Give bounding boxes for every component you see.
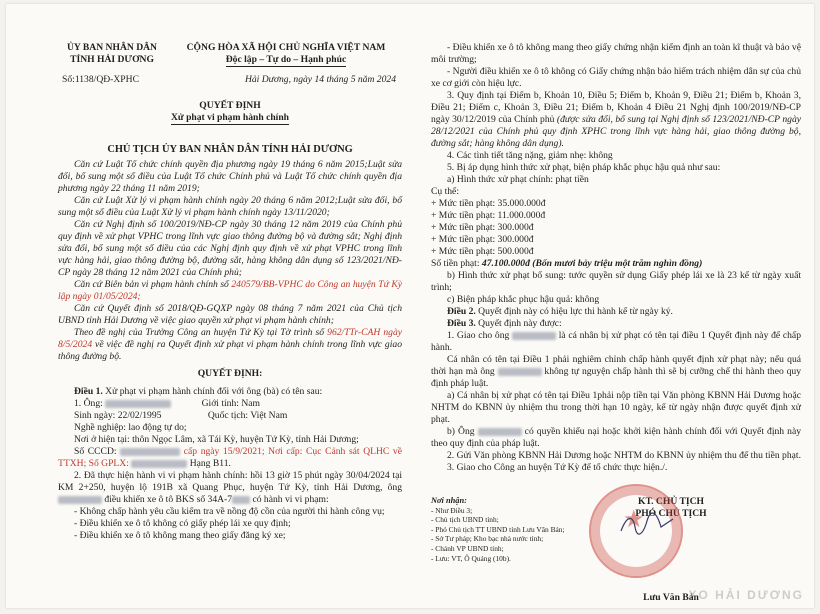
remedial-measure: c) Biện pháp khắc phục hậu quả: không <box>447 294 600 305</box>
main-penalty: a) Hình thức xử phạt chính: phạt tiền <box>447 174 589 185</box>
redacted-name-5 <box>478 428 522 436</box>
article-1: Điều 1. Xử phạt vi phạm hành chính đối với ông (bà) có tên sau: 1. Ông: Giới tính: Nam Sinh ngày: 22/02/1995 Quốc tịch: Việt Nam Nghề nghiệp: lao động tự do; Nơi ở hiện tại: thôn Ngọc Lâm, xã Tái Kỳ, huyện Tứ Kỳ, tỉnh Hải Dương; Số CCCD: cấp ngày 15/9/2021; Nơi cấp: Cục Cảnh sát QLHC về TTXH; Số GPLX: Hạng B11. 2. Đã thực hiện hành vi vi phạm hành chính: hồi 13 giờ 15 phút ngày 30/04/2024 tại KM 2+250, huyện lộ 191B xã Quang Phục, huyện Tứ Kỳ, tỉnh Hải Dương, ông điều khiển xe ô tô BKS số 34A-7 có hành vi vi phạm: - Không chấp hành yêu cầu kiểm tra về nồng độ cồn của người thi hành công vụ; - Điều khiển xe ô tô không có giấy phép lái xe quy định; - Điều khiển xe ô tô không mang theo giấy đăng ký xe; <box>58 386 402 541</box>
fine-item: + Mức tiền phạt: 300.000đ <box>431 234 534 245</box>
title-main: QUYẾT ĐỊNH <box>199 100 261 111</box>
penalty-intro: 5. Bị áp dụng hình thức xử phạt, biện pháp khắc phục hậu quả như sau: <box>447 162 721 173</box>
right-body <box>431 42 801 474</box>
dob-row: Sinh ngày: 22/02/1995 Quốc tịch: Việt Nam <box>74 410 288 421</box>
org-line1: ỦY BAN NHÂN DÂN <box>67 42 157 53</box>
art3-compliance: Cá nhân có tên tại Điều 1 phải nghiêm chỉnh chấp hành quyết định xử phạt này; nếu quá thời hạn mà ông không tự nguyện chấp hành thì sẽ bị cưỡng chế thi hành theo quy định pháp luật. <box>431 354 801 389</box>
art3-appeal: b) Ông có quyền khiếu nại hoặc khởi kiện hành chính đối với Quyết định này theo quy định của pháp luật. <box>431 426 801 449</box>
redacted-name-2 <box>58 496 102 504</box>
motto: Độc lập – Tự do – Hạnh phúc <box>225 54 347 65</box>
doc-date: Hải Dương, ngày 14 tháng 5 năm 2024 <box>244 74 396 85</box>
basis-3: Căn cứ Nghị định số 100/2019/NĐ-CP ngày 30 tháng 12 năm 2019 của Chính phủ quy định về xử phạt VPHC trong lĩnh vực giao thông đường bộ và đường sắt; Nghị định sửa đổi, bổ sung một số điều của các Nghị định quy định về xử phạt VPHC trong lĩnh vực hàng hải, giao thông đường bộ, đường sắt, hàng không dân dụng số 123/2021/NĐ-CP ngày 28 tháng 12 năm 2021 của Chính phủ; <box>58 219 402 278</box>
fine-item: + Mức tiền phạt: 500.000đ <box>431 246 534 257</box>
job-row: Nghề nghiệp: lao động tự do; <box>74 422 187 433</box>
art3-item-2: 2. Gửi Văn phòng KBNN Hải Dương hoặc NHTM do KBNN ủy nhiệm thu để thu tiền phạt. <box>447 450 801 461</box>
id-row: Số CCCD: cấp ngày 15/9/2021; Nơi cấp: Cục Cảnh sát QLHC về TTXH; Số GPLX: Hạng B11. <box>58 446 402 469</box>
redacted-name <box>105 400 171 408</box>
seal-star-icon: ★ <box>623 507 645 533</box>
recipient-item: - Lưu: VT, Ô Quảng (10b). <box>431 553 511 563</box>
total-fine: Số tiền phạt: 47.100.000đ (Bốn mươi bảy triệu một trăm nghìn đồng) <box>431 258 703 269</box>
recipient-item: - Chủ tịch UBND tỉnh; <box>431 515 499 525</box>
watermark: XO HẢI DƯƠNG <box>688 588 804 602</box>
country-name: CỘNG HÒA XÃ HỘI CHỦ NGHĨA VIỆT NAM <box>186 42 386 53</box>
art3-payment: a) Cá nhân bị xử phạt có tên tại Điều 1phải nộp tiền tại Văn phòng KBNN Hải Dương hoặc NHTM do KBNN ủy nhiệm thu trong thời hạn 10 ngày, kể từ ngày nhận được quyết định xử phạt. <box>431 390 801 425</box>
doc-number: Số:1138/QĐ-XPHC <box>62 74 139 85</box>
redacted-license <box>131 460 187 468</box>
article-3: Điều 3. Quyết định này được: <box>447 318 562 329</box>
aggravating-factors: 4. Các tình tiết tăng nặng, giảm nhẹ: không <box>447 150 613 161</box>
fine-item: + Mức tiền phạt: 300.000đ <box>431 222 534 233</box>
recipient-item: - Chánh VP UBND tỉnh; <box>431 543 504 553</box>
basis-2: Căn cứ Luật Xử lý vi phạm hành chính ngày 20 tháng 6 năm 2012;Luật sửa đổi, bổ sung một số điều của Luật Xử lý vi phạm hành chính ngày 13/11/2020; <box>58 195 402 218</box>
signer-name: Lưu Văn Bản <box>643 592 699 603</box>
legal-rule: 3. Quy định tại Điểm b, Khoản 10, Điều 5; Điểm b, Khoản 9, Điều 21; Điểm b, Khoản 3, Điều 21; Điểm c, Khoản 3, Điều 21; Điểm b, Khoản 4 Điều 21 Nghị định 100/2019/NĐ-CP ngày 30/12/2019 của Chính phủ (được sửa đổi, bổ sung tại Nghị định số 123/2021/NĐ-CP ngày 28/12/2021 của Chính phủ quy định XPHC trong lĩnh vực hàng hải, giao thông đường bộ, đường sắt; hàng không dân dụng). <box>431 90 801 149</box>
violation-3: - Điều khiển xe ô tô không mang theo giấy đăng ký xe; <box>74 530 286 541</box>
fine-item: + Mức tiền phạt: 11.000.000đ <box>431 210 546 221</box>
violation-5: - Người điều khiển xe ô tô không có Giấy chứng nhận bảo hiểm trách nhiệm dân sự của chủ xe cơ giới còn hiệu lực. <box>431 66 801 89</box>
fine-item: + Mức tiền phạt: 35.000.000đ <box>431 198 546 209</box>
redacted-id <box>120 448 180 456</box>
basis-4: Căn cứ Biên bản vi phạm hành chính số 240579/BB-VPHC do Công an huyện Tứ Kỳ lập ngày 01/05/2024; <box>58 279 402 302</box>
address-row: Nơi ở hiện tại: thôn Ngọc Lâm, xã Tái Kỳ, huyện Tứ Kỳ, tỉnh Hải Dương; <box>74 434 359 445</box>
basis-5: Căn cứ Quyết định số 2018/QĐ-GQXP ngày 08 tháng 7 năm 2021 của Chủ tịch UBND tỉnh Hải Dương về việc giao quyền xử phạt vi phạm hành chính; <box>58 303 402 326</box>
recipients <box>431 496 581 563</box>
handwritten-signature-icon <box>617 509 677 539</box>
decision-heading: QUYẾT ĐỊNH: <box>197 368 263 379</box>
redacted-plate <box>232 496 250 504</box>
issuing-org <box>58 42 166 66</box>
signature-title-2: PHÓ CHỦ TỊCH <box>635 508 707 519</box>
art3-item-3: 3. Giao cho Công an huyện Tứ Kỳ để tổ chức thực hiện./. <box>447 462 668 473</box>
issuer-title: CHỦ TỊCH ỦY BAN NHÂN DÂN TỈNH HẢI DƯƠNG <box>107 144 353 155</box>
violation-2: - Điều khiển xe ô tô không có giấy phép lái xe quy định; <box>74 518 291 529</box>
violation-4: - Điều khiển xe ô tô không mang theo giấy chứng nhận kiểm định an toàn kĩ thuật và bảo vệ môi trường; <box>431 42 801 65</box>
violation-1: - Không chấp hành yêu cầu kiểm tra về nồng độ cồn của người thi hành công vụ; <box>74 506 385 517</box>
title-sub: Xử phạt vi phạm hành chính <box>171 112 289 123</box>
details-label: Cụ thể: <box>431 186 459 197</box>
recipient-item: - Như Điều 3; <box>431 505 473 515</box>
redacted-name-3 <box>512 332 556 340</box>
basis-6: Theo đề nghị của Trưởng Công an huyện Tứ Kỳ tại Tờ trình số 962/TTr-CAH ngày 8/5/2024 về việc đề nghị ra Quyết định xử phạt vi phạm hành chính trong lĩnh vực giao thông đường bộ. <box>58 327 402 362</box>
org-line2: TỈNH HẢI DƯƠNG <box>70 54 154 65</box>
additional-penalty: b) Hình thức xử phạt bổ sung: tước quyền sử dụng Giấy phép lái xe là 23 kể từ ngày xuất trình; <box>431 270 801 293</box>
redacted-name-4 <box>498 368 542 376</box>
legal-bases <box>58 159 402 363</box>
violator-name-row: 1. Ông: Giới tính: Nam <box>74 398 260 409</box>
violation-desc: 2. Đã thực hiện hành vi vi phạm hành chính: hồi 13 giờ 15 phút ngày 30/04/2024 tại KM 2+250, huyện lộ 191B xã Quang Phục, huyện Tứ Kỳ, tỉnh Hải Dương, ông điều khiển xe ô tô BKS số 34A-7 có hành vi vi phạm: <box>58 470 402 505</box>
signature-title-1: KT. CHỦ TỊCH <box>637 496 704 507</box>
article-2: Điều 2. Quyết định này có hiệu lực thi hành kể từ ngày ký. <box>447 306 673 317</box>
recipient-item: - Phó Chủ tịch TT UBND tỉnh Lưu Văn Bản; <box>431 524 565 534</box>
art3-item-1: 1. Giao cho ông là cá nhân bị xử phạt có tên tại điều 1 Quyết định này để chấp hành. <box>431 330 801 353</box>
document-page <box>6 4 814 608</box>
recipients-title: Nơi nhận: <box>431 496 467 505</box>
basis-1: Căn cứ Luật Tổ chức chính quyền địa phương ngày 19 tháng 6 năm 2015;Luật sửa đổi, bổ sung một số điều của Luật Tổ chức Chính phủ và Luật Tổ chức chính quyền địa phương ngày 22 tháng 11 năm 2019; <box>58 159 402 194</box>
recipient-item: - Sở Tư pháp; Kho bạc nhà nước tỉnh; <box>431 534 544 544</box>
